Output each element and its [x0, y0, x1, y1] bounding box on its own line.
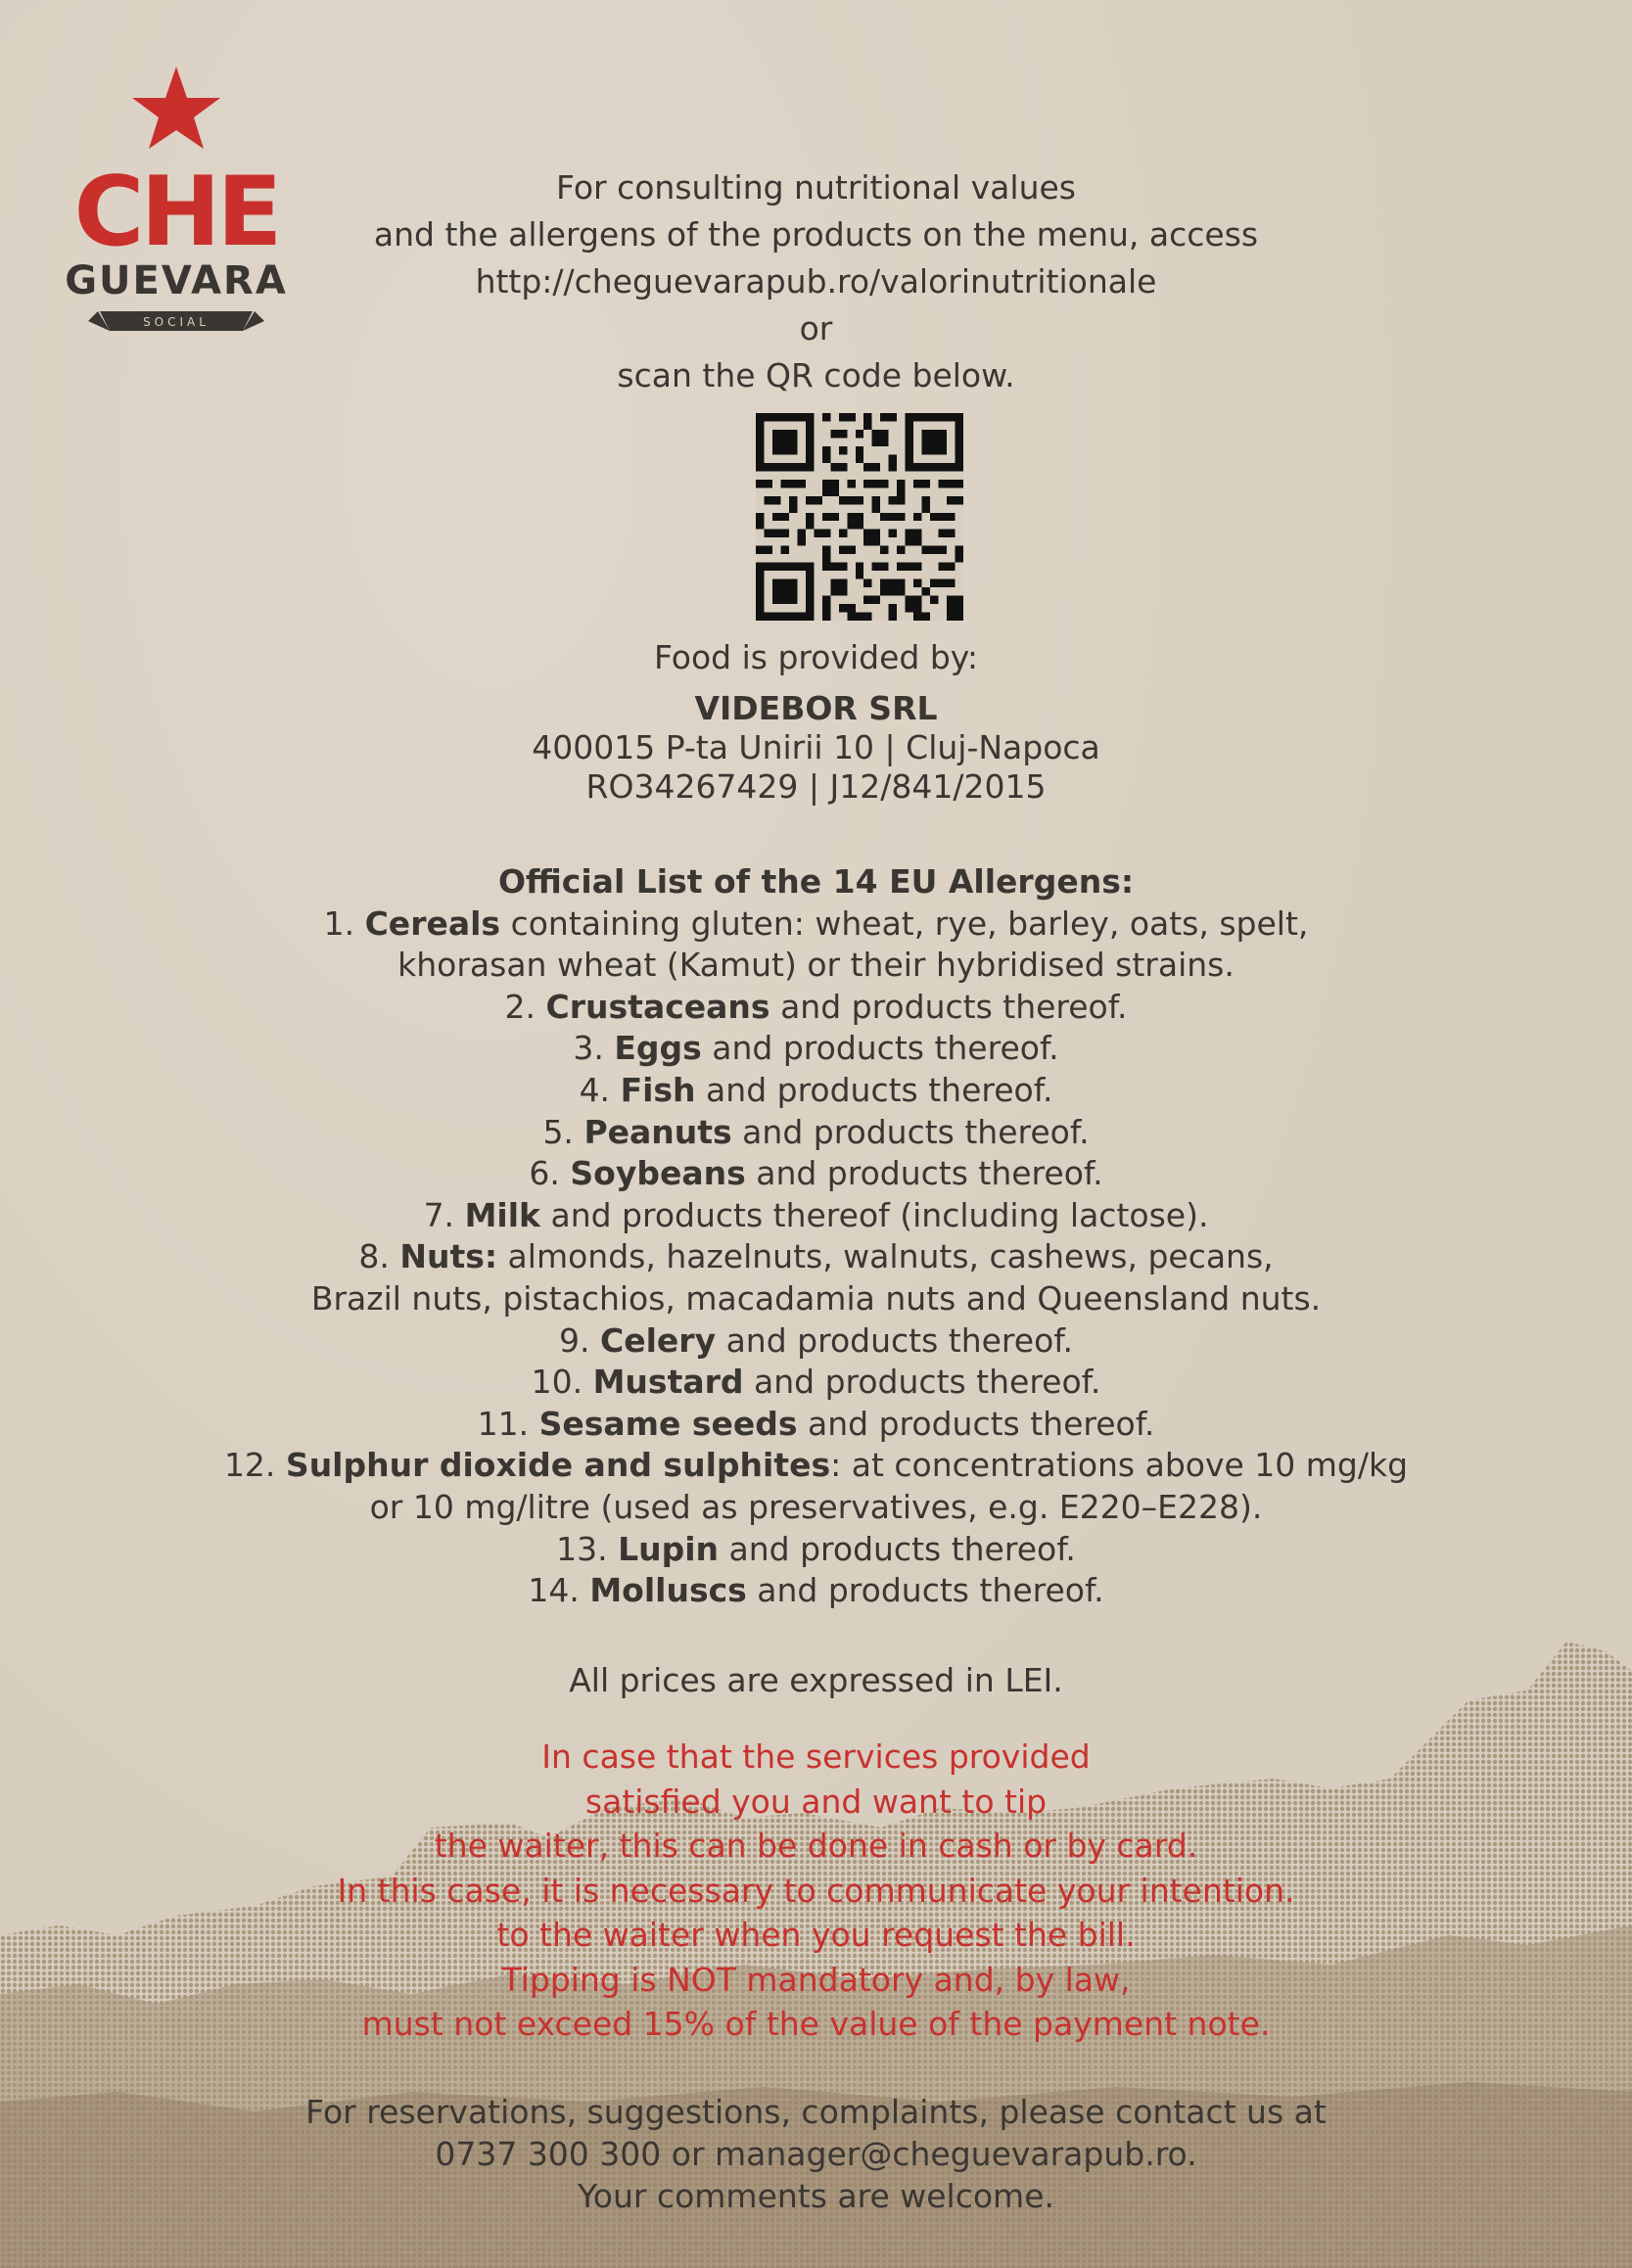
allergen-description: and products thereof (including lactose).	[539, 1195, 1209, 1234]
tip-line: In case that the services provided	[541, 1737, 1091, 1776]
allergen-description: and products thereof.	[719, 1529, 1076, 1568]
tip-line: In this case, it is necessary to communicate your intention.	[337, 1871, 1295, 1910]
intro-line: For consulting nutritional values	[556, 168, 1076, 207]
allergen-item	[0, 1570, 1632, 1612]
allergen-number: 14.	[528, 1571, 580, 1610]
allergen-description: and products thereof.	[797, 1404, 1155, 1443]
allergen-description: and products thereof.	[769, 987, 1128, 1026]
allergen-name: Molluscs	[589, 1571, 747, 1610]
allergen-item	[0, 1028, 1632, 1070]
allergen-description: and products thereof.	[701, 1029, 1059, 1068]
contact-line: Your comments are welcome.	[578, 2177, 1054, 2215]
allergen-description: and products thereof.	[746, 1571, 1104, 1610]
allergen-name: Sesame seeds	[538, 1404, 798, 1443]
provider-name: VIDEBOR SRL	[694, 689, 938, 727]
allergen-description: almonds, hazelnuts, walnuts, cashews, pecans,	[497, 1237, 1274, 1276]
allergen-description: : at concentrations above 10 mg/kg	[830, 1446, 1409, 1485]
allergen-item	[0, 1112, 1632, 1154]
allergen-number: 2.	[504, 987, 536, 1026]
allergen-description: and products thereof.	[731, 1112, 1090, 1151]
allergen-item	[0, 1236, 1632, 1278]
allergen-item	[0, 1195, 1632, 1237]
allergens-list	[0, 861, 1632, 1612]
allergen-number: 8.	[358, 1237, 390, 1276]
allergen-number: 13.	[556, 1529, 608, 1568]
provider-address: 400015 P-ta Unirii 10 | Cluj-Napoca	[532, 728, 1100, 766]
tip-line: Tipping is NOT mandatory and, by law,	[501, 1960, 1131, 1999]
qr-code-icon[interactable]	[756, 413, 963, 621]
allergen-item	[0, 1445, 1632, 1487]
tipping-note	[0, 1735, 1632, 2047]
food-provider	[0, 638, 1632, 807]
allergen-number: 7.	[423, 1195, 455, 1234]
allergen-number: 1.	[323, 903, 355, 943]
allergen-number: 11.	[477, 1404, 530, 1443]
tip-line: satisfied you and want to tip	[584, 1782, 1048, 1821]
allergen-name: Fish	[620, 1070, 696, 1109]
tip-line: the waiter, this can be done in cash or by card.	[434, 1827, 1198, 1865]
allergen-name: Peanuts	[583, 1112, 732, 1151]
allergen-item	[0, 987, 1632, 1029]
tip-line: to the waiter when you request the bill.	[496, 1916, 1136, 1954]
tip-line: must not exceed 15% of the value of the payment note.	[361, 2005, 1271, 2043]
star-icon	[132, 67, 220, 149]
allergens-title: Official List of the 14 EU Allergens:	[497, 862, 1135, 901]
allergen-name: Milk	[464, 1195, 540, 1234]
allergen-description: and products thereof.	[743, 1363, 1101, 1402]
allergen-item	[0, 1529, 1632, 1571]
intro-line: or	[799, 309, 833, 347]
allergen-item	[0, 1320, 1632, 1363]
logo-ribbon: SOCIAL	[143, 315, 210, 329]
allergen-number: 6.	[529, 1154, 560, 1193]
allergen-item	[0, 1362, 1632, 1404]
allergen-description-continued: khorasan wheat (Kamut) or their hybridised strains.	[397, 946, 1235, 985]
allergen-description: and products thereof.	[745, 1154, 1103, 1193]
allergen-number: 10.	[531, 1363, 583, 1402]
provider-registration: RO34267429 | J12/841/2015	[585, 767, 1047, 806]
allergen-name: Eggs	[614, 1029, 702, 1068]
contact-phone-email[interactable]: 0737 300 300 or manager@cheguevarapub.ro.	[435, 2135, 1197, 2173]
allergen-number: 5.	[542, 1112, 574, 1151]
allergen-item	[0, 1153, 1632, 1195]
prices-note: All prices are expressed in LEI.	[569, 1661, 1063, 1699]
logo-line1: CHE	[73, 157, 279, 268]
allergen-name: Soybeans	[570, 1154, 746, 1193]
allergen-name: Nuts:	[399, 1237, 498, 1276]
intro-line: scan the QR code below.	[617, 356, 1015, 394]
allergen-item	[0, 903, 1632, 946]
allergen-description: containing gluten: wheat, rye, barley, oats, spelt,	[500, 903, 1309, 943]
allergen-item	[0, 1070, 1632, 1112]
allergen-name: Celery	[600, 1320, 717, 1360]
allergen-name: Cereals	[364, 903, 501, 943]
allergen-name: Sulphur dioxide and sulphites	[285, 1446, 831, 1485]
allergen-number: 9.	[559, 1320, 590, 1360]
allergen-description-continued: or 10 mg/litre (used as preservatives, e.g. E220–E228).	[369, 1487, 1263, 1526]
allergen-description-continued: Brazil nuts, pistachios, macadamia nuts and Queensland nuts.	[310, 1278, 1322, 1318]
allergen-number: 4.	[579, 1070, 611, 1109]
allergen-description: and products thereof.	[695, 1070, 1053, 1109]
allergen-number: 3.	[573, 1029, 604, 1068]
nutrition-intro	[0, 164, 1632, 399]
contact-line: For reservations, suggestions, complaints, please contact us at	[305, 2093, 1327, 2131]
allergen-number: 12.	[223, 1446, 276, 1485]
allergen-name: Lupin	[618, 1529, 720, 1568]
logo-line2: GUEVARA	[65, 258, 288, 303]
allergen-name: Crustaceans	[545, 987, 770, 1026]
provider-label: Food is provided by:	[653, 638, 979, 676]
contact-info	[0, 2091, 1632, 2217]
allergen-name: Mustard	[592, 1363, 744, 1402]
intro-line: and the allergens of the products on the menu, access	[373, 215, 1259, 254]
allergen-description: and products thereof.	[716, 1320, 1073, 1360]
allergen-item	[0, 1404, 1632, 1446]
nutrition-url-link[interactable]: http://cheguevarapub.ro/valorinutritionale	[475, 262, 1157, 301]
